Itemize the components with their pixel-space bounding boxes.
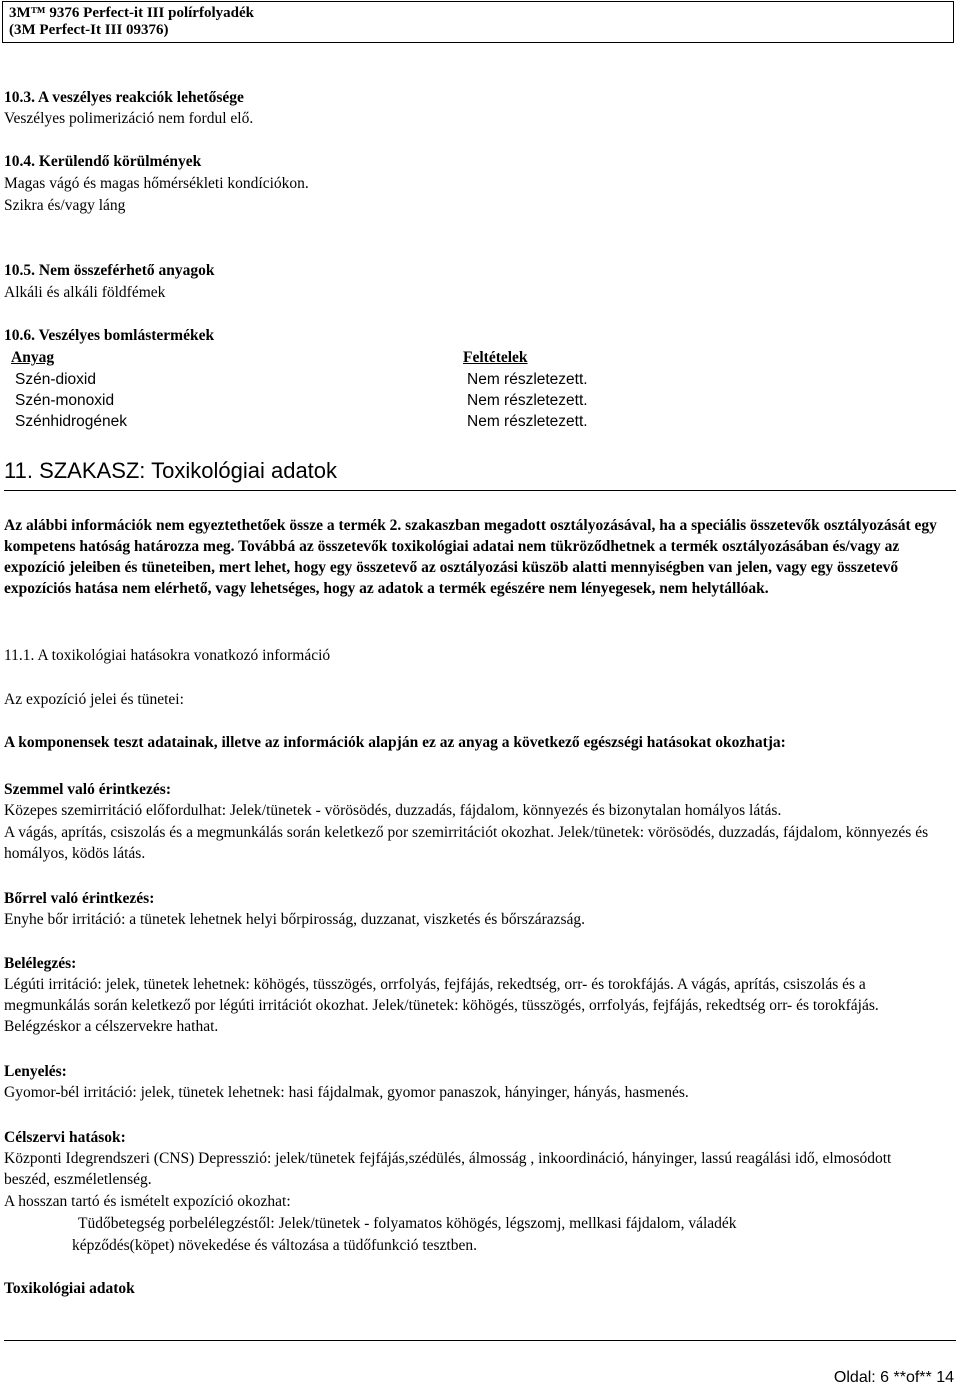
substance-cell: Szén-dioxid — [15, 371, 96, 388]
exposure-signs-title: Az expozíció jelei és tünetei: — [4, 691, 184, 708]
skin-contact-text: Enyhe bőr irritáció: a tünetek lehetnek helyi bőrpirosság, duzzanat, viszketés és bőrszárazság. — [4, 911, 586, 928]
condition-column-header: Feltételek — [463, 349, 528, 366]
section-10-5-title: 10.5. Nem összeférhető anyagok — [4, 262, 215, 279]
section-11-intro: Az alábbi információk nem egyeztethetőek össze a termék 2. szakaszban megadott osztályozásával, ha a speciális összetevők osztályozását egy kompetens hatóság határozza meg. Továbbá az összetevők toxikológiai adatai nem tükröződhetnek a termék osztályozásában és/vagy az expozíció jeleiben és tüneteiben, mert lehet, hogy egy összetevő az osztályozási küszöb alatti mennyiségben van jelen, vagy egy összetevő expozíciós hatása nem elérhető, vagy lehetséges, hogy az adatok a termék egészére nem lényegesek, nem helytállóak. — [4, 517, 937, 597]
inhalation-title: Belélegzés: — [4, 955, 77, 972]
condition-cell: Nem részletezett. — [467, 392, 588, 409]
product-code: (3M Perfect-It III 09376) — [9, 22, 169, 38]
section-10-6-title: 10.6. Veszélyes bomlástermékek — [4, 327, 215, 344]
condition-cell: Nem részletezett. — [467, 371, 588, 388]
section-10-5-text: Alkáli és alkáli földfémek — [4, 284, 166, 301]
inhalation-text: Légúti irritáció: jelek, tünetek lehetnek: köhögés, tüsszögés, orrfolyás, fejfájás, rekedtség, orr- és torokfájás. A vágás, aprítás, csiszolás és a megmunkálás során keletkező por légúti irritációt okozhat. Jelek/tünetek: köhögés, tüsszögés, orrfolyás, fejfájás, rekedtség orr- és torokfájás. Belégzéskor a célszervekre hathat. — [4, 976, 879, 1035]
section-10-3-text: Veszélyes polimerizáció nem fordul elő. — [4, 110, 254, 127]
eye-contact-dust-text: A vágás, aprítás, csiszolás és a megmunkálás során keletkező por szemirritációt okozhat. Jelek/tünetek: vörösödés, duzzadás, fájdalom, könnyezés és homályos, ködös látás. — [4, 824, 929, 862]
section-10-4-line2: Szikra és/vagy láng — [4, 197, 126, 214]
ingestion-title: Lenyelés: — [4, 1063, 67, 1080]
prolonged-exposure-text: A hosszan tartó és ismételt expozíció okozhat: — [4, 1193, 291, 1210]
eye-contact-title: Szemmel való érintkezés: — [4, 781, 171, 798]
section-10-4-line1: Magas vágó és magas hőmérsékleti kondíciókon. — [4, 175, 309, 192]
target-organ-text: Központi Idegrendszeri (CNS) Depresszió: jelek/tünetek fejfájás,szédülés, álmosság , inkoordináció, hányinger, lassú reagálási idő, elmosódott beszéd, eszméletlenség. — [4, 1150, 892, 1188]
section-10-4-title: 10.4. Kerülendő körülmények — [4, 153, 202, 170]
health-effects-statement: A komponensek teszt adatainak, illetve az információk alapján ez az anyag a következő egészségi hatásokat okozhatja: — [4, 734, 786, 751]
lung-disease-line1: Tüdőbetegség porbelélegzéstől: Jelek/tünetek - folyamatos köhögés, légszomj, mellkasi fájdalom, váladék — [78, 1215, 737, 1232]
target-organ-title: Célszervi hatások: — [4, 1129, 126, 1146]
lung-disease-line2: képződés(köpet) növekedése és változása a tüdőfunkció tesztben. — [72, 1237, 477, 1254]
skin-contact-title: Bőrrel való érintkezés: — [4, 890, 155, 907]
document-header — [2, 1, 954, 43]
page-number: Oldal: 6 **of** 14 — [833, 1369, 954, 1386]
section-11-1-title: 11.1. A toxikológiai hatásokra vonatkozó információ — [4, 647, 331, 664]
condition-cell: Nem részletezett. — [467, 413, 588, 430]
section-divider — [4, 490, 956, 491]
section-11-heading: 11. SZAKASZ: Toxikológiai adatok — [4, 458, 338, 483]
substance-column-header: Anyag — [11, 349, 55, 366]
footer-divider — [4, 1340, 956, 1341]
product-name: 3M™ 9376 Perfect-it III polírfolyadék — [9, 5, 254, 21]
ingestion-text: Gyomor-bél irritáció: jelek, tünetek lehetnek: hasi fájdalmak, gyomor panaszok, hányinger, hányás, hasmenés. — [4, 1084, 689, 1101]
substance-cell: Szénhidrogének — [15, 413, 128, 430]
toxicological-data-title: Toxikológiai adatok — [4, 1280, 135, 1297]
substance-cell: Szén-monoxid — [15, 392, 115, 409]
section-10-3-title: 10.3. A veszélyes reakciók lehetősége — [4, 89, 244, 106]
eye-contact-text: Közepes szemirritáció előfordulhat: Jelek/tünetek - vörösödés, duzzadás, fájdalom, könnyezés és bizonytalan homályos látás. — [4, 802, 782, 819]
